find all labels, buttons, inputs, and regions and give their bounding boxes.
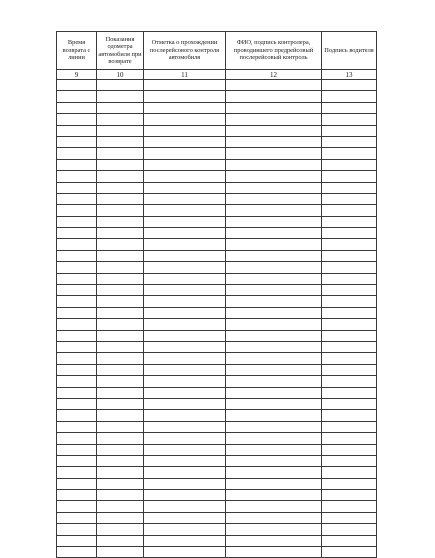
table-cell[interactable] (97, 398, 144, 409)
table-body (57, 80, 377, 558)
table-cell[interactable] (144, 410, 226, 421)
table-cell[interactable] (226, 125, 322, 136)
table-cell[interactable] (97, 296, 144, 307)
table-cell[interactable] (322, 547, 377, 558)
table-row (57, 262, 377, 273)
table-cell[interactable] (57, 410, 97, 421)
table-cell[interactable] (226, 490, 322, 501)
table-cell[interactable] (97, 216, 144, 227)
table-cell[interactable] (97, 205, 144, 216)
table-cell[interactable] (97, 171, 144, 182)
table-cell[interactable] (144, 285, 226, 296)
table-cell[interactable] (226, 433, 322, 444)
table-cell[interactable] (322, 228, 377, 239)
table-cell[interactable] (226, 319, 322, 330)
table-row (57, 148, 377, 159)
table-cell[interactable] (226, 444, 322, 455)
table-cell[interactable] (97, 239, 144, 250)
table-cell[interactable] (97, 376, 144, 387)
table-cell[interactable] (57, 455, 97, 466)
table-cell[interactable] (322, 353, 377, 364)
table-cell[interactable] (144, 398, 226, 409)
table-cell[interactable] (144, 182, 226, 193)
table-cell[interactable] (144, 353, 226, 364)
table-cell[interactable] (322, 205, 377, 216)
table-cell[interactable] (97, 250, 144, 261)
table-cell[interactable] (97, 91, 144, 102)
table-cell[interactable] (144, 159, 226, 170)
table-cell[interactable] (57, 467, 97, 478)
table-cell[interactable] (322, 114, 377, 125)
table-cell[interactable] (144, 512, 226, 523)
table-row (57, 455, 377, 466)
table-row (57, 353, 377, 364)
table-cell[interactable] (144, 216, 226, 227)
table-row (57, 136, 377, 147)
table-cell[interactable] (322, 421, 377, 432)
table-cell[interactable] (144, 490, 226, 501)
table-row (57, 387, 377, 398)
table-cell[interactable] (144, 136, 226, 147)
table-cell[interactable] (144, 239, 226, 250)
table-cell[interactable] (97, 182, 144, 193)
table-cell[interactable] (322, 341, 377, 352)
table-cell[interactable] (322, 512, 377, 523)
table-cell[interactable] (57, 125, 97, 136)
table-cell[interactable] (144, 307, 226, 318)
table-cell[interactable] (226, 228, 322, 239)
table-cell[interactable] (322, 239, 377, 250)
table-row (57, 285, 377, 296)
table-cell[interactable] (322, 478, 377, 489)
table-cell[interactable] (144, 80, 226, 91)
table-cell[interactable] (144, 171, 226, 182)
table-cell[interactable] (97, 114, 144, 125)
table-cell[interactable] (226, 376, 322, 387)
table-cell[interactable] (226, 114, 322, 125)
table-cell[interactable] (57, 524, 97, 535)
table-cell[interactable] (97, 307, 144, 318)
table-row (57, 239, 377, 250)
table-cell[interactable] (97, 193, 144, 204)
table-row (57, 114, 377, 125)
table-cell[interactable] (97, 501, 144, 512)
table-cell[interactable] (57, 262, 97, 273)
table-cell[interactable] (144, 341, 226, 352)
table-cell[interactable] (226, 205, 322, 216)
table-cell[interactable] (57, 273, 97, 284)
table-cell[interactable] (57, 398, 97, 409)
table-cell[interactable] (144, 148, 226, 159)
table-row (57, 444, 377, 455)
table-row (57, 512, 377, 523)
table-cell[interactable] (57, 307, 97, 318)
table-row (57, 410, 377, 421)
table-cell[interactable] (97, 387, 144, 398)
column-header-odometer: Показания одометра автомобиля при возврате (97, 32, 144, 70)
table-cell[interactable] (226, 512, 322, 523)
table-row (57, 376, 377, 387)
table-cell[interactable] (57, 353, 97, 364)
table-cell[interactable] (57, 159, 97, 170)
table-row (57, 330, 377, 341)
table-cell[interactable] (322, 376, 377, 387)
table-cell[interactable] (97, 455, 144, 466)
table-cell[interactable] (144, 478, 226, 489)
table-row (57, 228, 377, 239)
table-cell[interactable] (97, 341, 144, 352)
table-cell[interactable] (57, 239, 97, 250)
table-cell[interactable] (57, 478, 97, 489)
table-cell[interactable] (226, 455, 322, 466)
column-number: 11 (144, 70, 226, 80)
table-cell[interactable] (226, 524, 322, 535)
table-row (57, 319, 377, 330)
table-row (57, 421, 377, 432)
table-cell[interactable] (97, 102, 144, 113)
table-cell[interactable] (144, 273, 226, 284)
table-cell[interactable] (57, 114, 97, 125)
table-cell[interactable] (322, 433, 377, 444)
table-row (57, 91, 377, 102)
table-cell[interactable] (144, 125, 226, 136)
table-cell[interactable] (322, 490, 377, 501)
table-cell[interactable] (144, 330, 226, 341)
table-cell[interactable] (322, 524, 377, 535)
table-cell[interactable] (226, 193, 322, 204)
column-number: 10 (97, 70, 144, 80)
table-cell[interactable] (144, 433, 226, 444)
table-row (57, 490, 377, 501)
table-cell[interactable] (57, 490, 97, 501)
table-cell[interactable] (144, 467, 226, 478)
table-cell[interactable] (226, 148, 322, 159)
table-cell[interactable] (322, 171, 377, 182)
column-number-row (57, 70, 377, 80)
table-header (57, 32, 377, 80)
table-row (57, 193, 377, 204)
table-cell[interactable] (97, 433, 144, 444)
table-cell[interactable] (144, 444, 226, 455)
table-cell[interactable] (97, 364, 144, 375)
table-cell[interactable] (322, 387, 377, 398)
table-cell[interactable] (322, 330, 377, 341)
table-row (57, 433, 377, 444)
table-cell[interactable] (144, 387, 226, 398)
table-cell[interactable] (226, 398, 322, 409)
table-cell[interactable] (322, 159, 377, 170)
table-cell[interactable] (57, 148, 97, 159)
table-cell[interactable] (144, 547, 226, 558)
table-cell[interactable] (97, 159, 144, 170)
table-cell[interactable] (97, 136, 144, 147)
table-cell[interactable] (57, 136, 97, 147)
table-cell[interactable] (226, 353, 322, 364)
table-cell[interactable] (97, 262, 144, 273)
table-row (57, 341, 377, 352)
table-cell[interactable] (57, 228, 97, 239)
table-cell[interactable] (144, 114, 226, 125)
table-cell[interactable] (57, 364, 97, 375)
table-cell[interactable] (226, 387, 322, 398)
table-cell[interactable] (57, 205, 97, 216)
table-cell[interactable] (322, 216, 377, 227)
table-cell[interactable] (226, 285, 322, 296)
table-cell[interactable] (322, 455, 377, 466)
table-cell[interactable] (226, 250, 322, 261)
table-cell[interactable] (322, 467, 377, 478)
table-row (57, 159, 377, 170)
table-row (57, 80, 377, 91)
table-cell[interactable] (226, 171, 322, 182)
column-header-inspector: ФИО, подпись контролера, проводившего предрейсовый послерейсовый контроль (226, 32, 322, 70)
table-cell[interactable] (226, 239, 322, 250)
column-number: 9 (57, 70, 97, 80)
table-cell[interactable] (322, 273, 377, 284)
table-cell[interactable] (97, 444, 144, 455)
table-row (57, 501, 377, 512)
table-cell[interactable] (57, 193, 97, 204)
table-cell[interactable] (322, 182, 377, 193)
table-row (57, 296, 377, 307)
table-row (57, 205, 377, 216)
table-cell[interactable] (226, 216, 322, 227)
table-cell[interactable] (97, 512, 144, 523)
table-cell[interactable] (97, 410, 144, 421)
table-cell[interactable] (226, 467, 322, 478)
table-cell[interactable] (144, 376, 226, 387)
table-cell[interactable] (226, 501, 322, 512)
table-row (57, 467, 377, 478)
table-cell[interactable] (57, 182, 97, 193)
column-number: 13 (322, 70, 377, 80)
table-cell[interactable] (322, 364, 377, 375)
table-row (57, 171, 377, 182)
column-header-driver-signature: Подпись водителя (322, 32, 377, 70)
table-row (57, 182, 377, 193)
table-cell[interactable] (322, 296, 377, 307)
table-cell[interactable] (144, 250, 226, 261)
table-cell[interactable] (226, 91, 322, 102)
table-cell[interactable] (322, 136, 377, 147)
table-row (57, 478, 377, 489)
table-cell[interactable] (97, 80, 144, 91)
table-cell[interactable] (226, 364, 322, 375)
table-cell[interactable] (322, 444, 377, 455)
table-cell[interactable] (57, 285, 97, 296)
table-cell[interactable] (144, 501, 226, 512)
table-cell[interactable] (57, 512, 97, 523)
table-cell[interactable] (144, 455, 226, 466)
table-row (57, 216, 377, 227)
table-cell[interactable] (322, 193, 377, 204)
table-cell[interactable] (322, 148, 377, 159)
column-number: 12 (226, 70, 322, 80)
table-cell[interactable] (57, 330, 97, 341)
table-cell[interactable] (322, 91, 377, 102)
table-cell[interactable] (144, 193, 226, 204)
table-cell[interactable] (322, 262, 377, 273)
table-cell[interactable] (322, 125, 377, 136)
logbook-sheet (56, 31, 376, 558)
table-cell[interactable] (57, 501, 97, 512)
table-cell[interactable] (57, 102, 97, 113)
table-cell[interactable] (226, 262, 322, 273)
logbook-table (56, 31, 377, 558)
table-cell[interactable] (322, 250, 377, 261)
table-cell[interactable] (57, 80, 97, 91)
table-row (57, 547, 377, 558)
table-cell[interactable] (226, 159, 322, 170)
table-cell[interactable] (144, 205, 226, 216)
column-header-post-trip-check: Отметка о прохождении послерейсового контроля автомобиля (144, 32, 226, 70)
table-cell[interactable] (226, 478, 322, 489)
table-cell[interactable] (97, 330, 144, 341)
table-cell[interactable] (57, 421, 97, 432)
table-cell[interactable] (226, 330, 322, 341)
table-cell[interactable] (322, 102, 377, 113)
table-cell[interactable] (144, 91, 226, 102)
table-cell[interactable] (226, 296, 322, 307)
table-cell[interactable] (57, 250, 97, 261)
table-cell[interactable] (226, 136, 322, 147)
table-cell[interactable] (97, 490, 144, 501)
table-cell[interactable] (144, 102, 226, 113)
table-row (57, 273, 377, 284)
table-row (57, 398, 377, 409)
table-cell[interactable] (322, 319, 377, 330)
table-cell[interactable] (144, 524, 226, 535)
table-cell[interactable] (144, 319, 226, 330)
table-cell[interactable] (144, 228, 226, 239)
table-cell[interactable] (97, 125, 144, 136)
table-cell[interactable] (226, 421, 322, 432)
table-cell[interactable] (144, 364, 226, 375)
table-cell[interactable] (57, 341, 97, 352)
table-cell[interactable] (57, 444, 97, 455)
table-cell[interactable] (322, 398, 377, 409)
table-cell[interactable] (57, 433, 97, 444)
table-row (57, 102, 377, 113)
table-cell[interactable] (144, 262, 226, 273)
table-cell[interactable] (57, 171, 97, 182)
table-cell[interactable] (226, 547, 322, 558)
table-row (57, 364, 377, 375)
table-cell[interactable] (97, 353, 144, 364)
table-cell[interactable] (144, 296, 226, 307)
table-cell[interactable] (226, 341, 322, 352)
table-cell[interactable] (57, 319, 97, 330)
table-cell[interactable] (57, 547, 97, 558)
table-cell[interactable] (97, 228, 144, 239)
table-cell[interactable] (97, 285, 144, 296)
table-cell[interactable] (57, 296, 97, 307)
table-cell[interactable] (97, 467, 144, 478)
table-cell[interactable] (97, 524, 144, 535)
table-cell[interactable] (97, 148, 144, 159)
table-cell[interactable] (322, 80, 377, 91)
table-cell[interactable] (322, 501, 377, 512)
table-cell[interactable] (226, 273, 322, 284)
table-cell[interactable] (226, 410, 322, 421)
table-cell[interactable] (322, 410, 377, 421)
table-row (57, 125, 377, 136)
table-row (57, 250, 377, 261)
table-cell[interactable] (97, 478, 144, 489)
table-cell[interactable] (57, 376, 97, 387)
table-cell[interactable] (97, 319, 144, 330)
table-cell[interactable] (226, 102, 322, 113)
table-cell[interactable] (226, 307, 322, 318)
table-cell[interactable] (97, 547, 144, 558)
table-cell[interactable] (226, 80, 322, 91)
table-cell[interactable] (57, 216, 97, 227)
table-cell[interactable] (57, 91, 97, 102)
table-cell[interactable] (57, 387, 97, 398)
table-cell[interactable] (144, 421, 226, 432)
column-header-row (57, 32, 377, 70)
column-header-return-time: Время возврата с линии (57, 32, 97, 70)
table-cell[interactable] (226, 182, 322, 193)
table-row (57, 307, 377, 318)
table-cell[interactable] (97, 421, 144, 432)
table-cell[interactable] (322, 285, 377, 296)
table-cell[interactable] (97, 273, 144, 284)
table-cell[interactable] (322, 307, 377, 318)
table-row (57, 524, 377, 535)
